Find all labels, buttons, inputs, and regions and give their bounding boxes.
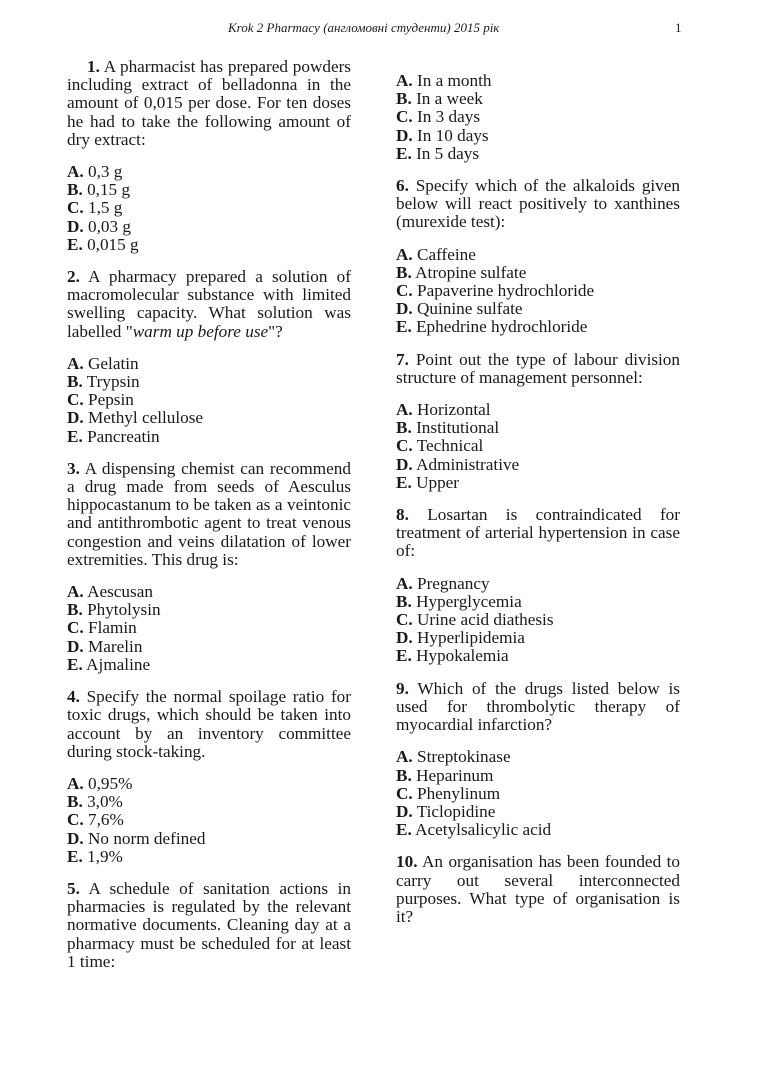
- question-number: 5.: [67, 878, 80, 898]
- options-7: [396, 401, 680, 492]
- question-text: A schedule of sanitation actions in pharmacies is regulated by the relevant normative documents. Cleaning day at a pharmacy must be scheduled for at least 1 time:: [67, 878, 351, 971]
- option: [396, 593, 680, 611]
- question-number: 7.: [396, 349, 409, 369]
- option: [67, 638, 351, 656]
- option-letter: E.: [396, 317, 412, 337]
- option-letter: E.: [396, 143, 412, 163]
- page-number: 1: [675, 20, 682, 35]
- option: [396, 748, 680, 766]
- option-letter: C.: [67, 810, 84, 830]
- option-letter: B.: [396, 418, 412, 438]
- option-letter: D.: [396, 628, 413, 648]
- option-letter: D.: [67, 408, 84, 428]
- option-text: Pregnancy: [417, 573, 490, 593]
- options-3: [67, 583, 351, 674]
- option-letter: E.: [396, 820, 412, 840]
- options-8: [396, 575, 680, 666]
- option-letter: A.: [67, 773, 84, 793]
- option-letter: B.: [396, 765, 412, 785]
- option-text: Quinine sulfate: [417, 299, 523, 319]
- option-text: 7,6%: [88, 810, 124, 830]
- option-text: 0,95%: [88, 773, 133, 793]
- option: [67, 848, 351, 866]
- option: [396, 318, 680, 336]
- option-text: 0,3 g: [88, 162, 123, 182]
- option-letter: A.: [396, 244, 413, 264]
- option-letter: D.: [396, 125, 413, 145]
- question-text: Point out the type of labour division structure of management personnel:: [396, 349, 680, 387]
- option-text: Pancreatin: [87, 426, 160, 446]
- option-text: 0,03 g: [88, 216, 131, 236]
- option-letter: E.: [396, 472, 412, 492]
- option-text: In a month: [417, 71, 492, 90]
- option-text: In 10 days: [417, 125, 489, 145]
- option-text: Institutional: [416, 418, 500, 438]
- option-text: Acetylsalicylic acid: [415, 820, 552, 840]
- option-text: In 5 days: [416, 143, 480, 163]
- question-text: A dispensing chemist can recommend a drug made from seeds of Aesculus hippocastanum to be taken as a veintonic and antithrombotic agent to treat venous congestion and veins dilatation of lower extremities. This drug is:: [67, 458, 351, 569]
- question-number: 4.: [67, 687, 80, 707]
- option-text: Heparinum: [416, 765, 494, 785]
- option: [396, 647, 680, 665]
- option-text: Upper: [416, 472, 460, 492]
- option-letter: C.: [396, 281, 413, 301]
- options-9: [396, 748, 680, 839]
- option-text: Urine acid diathesis: [417, 610, 554, 630]
- option-letter: E.: [67, 426, 83, 446]
- question-text: Specify which of the alkaloids given below will react positively to xanthines (murexide test):: [396, 176, 680, 232]
- option: [67, 355, 351, 373]
- option: [67, 619, 351, 637]
- option-letter: D.: [67, 636, 84, 656]
- right-column: [396, 72, 680, 940]
- option-letter: D.: [396, 299, 413, 319]
- options-1: [67, 163, 351, 254]
- question-number: 10.: [396, 852, 418, 872]
- option: [67, 428, 351, 446]
- option-text: Hypokalemia: [416, 646, 509, 666]
- option: [396, 456, 680, 474]
- option-text: Papaverine hydrochloride: [417, 281, 595, 301]
- option: [396, 474, 680, 492]
- option-text: Methyl cellulose: [88, 408, 204, 428]
- option-letter: D.: [67, 216, 84, 236]
- option-letter: B.: [67, 180, 83, 200]
- option: [67, 601, 351, 619]
- header-title: Krok 2 Pharmacy (англомовні студенти) 2015 рік: [228, 20, 500, 35]
- option: [396, 145, 680, 163]
- option-text: Caffeine: [417, 244, 476, 264]
- option-letter: A.: [67, 582, 84, 602]
- option-letter: B.: [67, 372, 83, 392]
- option-text: In 3 days: [417, 107, 481, 127]
- question-3: [67, 460, 351, 569]
- option-text: Pepsin: [88, 390, 134, 410]
- options-4: [67, 775, 351, 866]
- option-letter: B.: [396, 89, 412, 109]
- option-text: Ajmaline: [86, 654, 151, 674]
- option-text: No norm defined: [88, 828, 206, 848]
- option-text: Streptokinase: [417, 747, 511, 767]
- question-10: [396, 853, 680, 926]
- question-text: A pharmacist has prepared powders including extract of belladonna in the amount of 0,015 per dose. For ten doses he had to take the following amount of dry extract:: [67, 57, 351, 149]
- left-column: [67, 58, 351, 985]
- option-letter: E.: [67, 654, 83, 674]
- option: [396, 300, 680, 318]
- option-text: Technical: [416, 436, 484, 456]
- question-number: 8.: [396, 505, 409, 525]
- question-8: [396, 506, 680, 561]
- option-text: Aescusan: [87, 582, 153, 602]
- option: [396, 282, 680, 300]
- option: [396, 611, 680, 629]
- option-text: Marelin: [88, 636, 143, 656]
- question-text: Specify the normal spoilage ratio for toxic drugs, which should be taken into account by an inventory committee during stock-taking.: [67, 687, 352, 761]
- options-5: [396, 72, 680, 163]
- option: [396, 575, 680, 593]
- option-letter: D.: [396, 801, 413, 821]
- option: [396, 785, 680, 803]
- question-6: [396, 177, 680, 232]
- option-text: Atropine sulfate: [415, 262, 527, 282]
- option: [396, 246, 680, 264]
- option-text: Horizontal: [417, 400, 491, 420]
- option-text: Gelatin: [88, 353, 139, 373]
- option: [396, 108, 680, 126]
- option-text: 0,015 g: [87, 234, 139, 254]
- option-letter: A.: [396, 400, 413, 420]
- option-letter: E.: [67, 234, 83, 254]
- question-2: [67, 268, 351, 341]
- option: [67, 830, 351, 848]
- option: [396, 803, 680, 821]
- option: [396, 821, 680, 839]
- option: [67, 391, 351, 409]
- question-text: Which of the drugs listed below is used for thrombolytic therapy of myocardial infarction?: [396, 678, 680, 735]
- question-7: [396, 351, 680, 387]
- option-text: Hyperlipidemia: [417, 628, 525, 648]
- page-header: [0, 20, 768, 40]
- options-2: [67, 355, 351, 446]
- option: [396, 264, 680, 282]
- option: [67, 163, 351, 181]
- option-letter: A.: [396, 747, 413, 767]
- option-letter: C.: [396, 107, 413, 127]
- option: [67, 218, 351, 236]
- question-number: 9.: [396, 678, 409, 698]
- option-text: 1,5 g: [88, 198, 123, 218]
- option-text: Phenylinum: [417, 783, 501, 803]
- option-text: In a week: [416, 89, 483, 109]
- option-text: 0,15 g: [87, 180, 131, 200]
- option: [67, 583, 351, 601]
- option: [67, 656, 351, 674]
- question-5: [67, 880, 351, 971]
- option: [396, 419, 680, 437]
- option: [67, 811, 351, 829]
- option-letter: B.: [67, 792, 83, 812]
- option: [396, 401, 680, 419]
- question-number: 1.: [87, 57, 100, 76]
- question-number: 2.: [67, 267, 80, 287]
- option-text: Phytolysin: [87, 600, 161, 620]
- option: [67, 775, 351, 793]
- option-letter: B.: [396, 591, 412, 611]
- option-letter: E.: [67, 846, 83, 866]
- option-text: Administrative: [416, 454, 520, 474]
- option-letter: D.: [67, 828, 84, 848]
- option-letter: D.: [396, 454, 413, 474]
- option-text: 3,0%: [87, 792, 123, 812]
- option-letter: C.: [396, 610, 413, 630]
- option: [67, 181, 351, 199]
- question-number: 3.: [67, 458, 80, 478]
- option-text: Ephedrine hydrochloride: [416, 317, 588, 337]
- question-text: Losartan is contraindicated for treatment of arterial hypertension in case of:: [396, 505, 681, 561]
- options-6: [396, 246, 680, 337]
- question-text-end: "?: [268, 321, 283, 341]
- option-letter: A.: [67, 162, 84, 182]
- question-9: [396, 680, 680, 735]
- option-text: Ticlopidine: [416, 801, 496, 821]
- question-4: [67, 688, 351, 761]
- option: [67, 236, 351, 254]
- option: [396, 90, 680, 108]
- question-text: An organisation has been founded to carry out several interconnected purposes. What type of organisation is it?: [396, 852, 680, 926]
- option: [67, 409, 351, 427]
- option-text: Trypsin: [86, 372, 140, 392]
- option-letter: C.: [67, 198, 84, 218]
- option-letter: A.: [67, 353, 84, 373]
- option-letter: C.: [67, 618, 84, 638]
- option-text: 1,9%: [87, 846, 123, 866]
- option: [396, 72, 680, 90]
- option-text: Flamin: [88, 618, 137, 638]
- option: [396, 127, 680, 145]
- option-letter: A.: [396, 71, 413, 90]
- option-letter: C.: [67, 390, 84, 410]
- question-number: 6.: [396, 176, 409, 196]
- option-letter: C.: [396, 436, 413, 456]
- option-letter: C.: [396, 783, 413, 803]
- option-letter: B.: [67, 600, 83, 620]
- option: [396, 767, 680, 785]
- option-text: Hyperglycemia: [416, 591, 522, 611]
- option-letter: E.: [396, 646, 412, 666]
- option: [67, 793, 351, 811]
- question-text-italic: warm up before use: [132, 321, 269, 341]
- option-letter: B.: [396, 262, 412, 282]
- option: [67, 199, 351, 217]
- option: [396, 437, 680, 455]
- option: [67, 373, 351, 391]
- question-1: [67, 58, 351, 149]
- question-text: A pharmacy prepared a solution of macromolecular substance with limited swelling capacity. What solution was labelled ": [67, 267, 351, 341]
- option: [396, 629, 680, 647]
- option-letter: A.: [396, 573, 413, 593]
